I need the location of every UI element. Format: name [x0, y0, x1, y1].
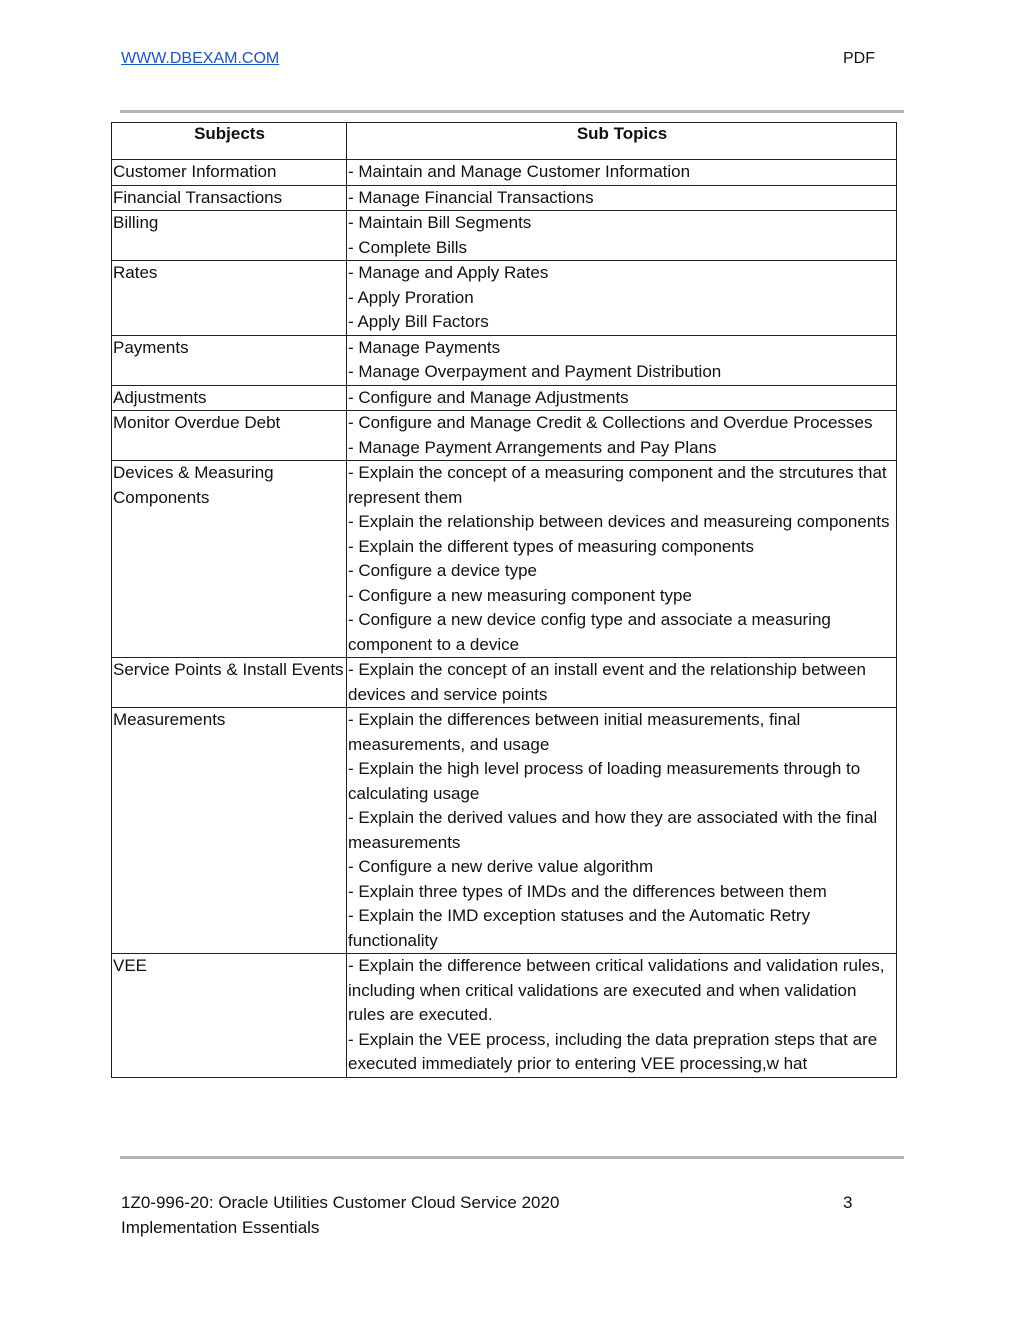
sub-topic-item: - Explain the VEE process, including the data prepration steps that are executed immediately prior to entering VEE processing,w hat — [348, 1029, 878, 1073]
table-body — [112, 160, 897, 1078]
subject-cell: Billing — [112, 211, 347, 261]
sub-topic-item: - Explain the difference between critical validations and validation rules, including when critical validations are executed and when validation rules are executed. — [348, 956, 885, 1024]
subject-cell: Devices & Measuring Components — [112, 461, 347, 658]
table-row — [112, 708, 897, 954]
sub-topic-item: - Manage Payment Arrangements and Pay Plans — [348, 437, 717, 457]
sub-topic-item: - Maintain Bill Segments — [348, 213, 532, 232]
table-row — [112, 411, 897, 461]
sub-topic-item: - Manage Payments — [348, 337, 501, 357]
sub-topic-item: - Configure a new measuring component type — [348, 585, 692, 605]
column-header-subjects: Subjects — [112, 123, 347, 160]
sub-topic-item: - Explain three types of IMDs and the differences between them — [348, 881, 827, 901]
table-row — [112, 185, 897, 211]
table-row — [112, 211, 897, 261]
subject-cell: Rates — [112, 261, 347, 336]
subject-cell: Monitor Overdue Debt — [112, 411, 347, 461]
sub-topics-cell — [347, 185, 897, 211]
sub-topics-cell — [347, 658, 897, 708]
table-row — [112, 385, 897, 411]
sub-topic-item: - Apply Proration — [348, 287, 474, 307]
header-divider — [120, 110, 904, 113]
sub-topic-item: - Explain the relationship between devices and measureing components — [348, 512, 890, 531]
sub-topic-item: - Maintain and Manage Customer Information — [348, 162, 691, 181]
sub-topic-item: - Explain the IMD exception statuses and the Automatic Retry functionality — [348, 906, 811, 950]
sub-topic-item: - Explain the different types of measuring components — [348, 536, 755, 556]
subject-cell: Adjustments — [112, 385, 347, 411]
sub-topics-cell — [347, 335, 897, 385]
site-link[interactable]: WWW.DBEXAM.COM — [121, 50, 280, 67]
sub-topic-item: - Explain the differences between initial measurements, final measurements, and usage — [348, 710, 801, 754]
subject-cell: Measurements — [112, 708, 347, 954]
sub-topic-item: - Explain the derived values and how they are associated with the final measurements — [348, 808, 878, 852]
sub-topics-cell — [347, 954, 897, 1078]
subjects-table — [111, 122, 897, 1078]
sub-topic-item: - Explain the high level process of loading measurements through to calculating usage — [348, 759, 861, 803]
sub-topic-item: - Configure a device type — [348, 561, 537, 580]
sub-topics-cell — [347, 461, 897, 658]
subject-cell: Service Points & Install Events — [112, 658, 347, 708]
subject-cell: Financial Transactions — [112, 185, 347, 211]
table-row — [112, 658, 897, 708]
table-row — [112, 461, 897, 658]
sub-topics-cell — [347, 160, 897, 186]
subject-cell: VEE — [112, 954, 347, 1078]
table-row — [112, 261, 897, 336]
sub-topic-item: - Configure a new device config type and associate a measuring component to a device — [348, 610, 831, 654]
table-row — [112, 335, 897, 385]
sub-topics-cell — [347, 261, 897, 336]
sub-topic-item: - Apply Bill Factors — [348, 312, 489, 331]
sub-topic-item: - Complete Bills — [348, 237, 468, 257]
subject-cell: Payments — [112, 335, 347, 385]
sub-topic-item: - Configure a new derive value algorithm — [348, 857, 654, 876]
sub-topics-cell — [347, 708, 897, 954]
footer-document-title: 1Z0-996-20: Oracle Utilities Customer Cloud Service 2020 Implementation Essentials — [121, 1193, 560, 1237]
format-label: PDF — [843, 50, 875, 67]
sub-topic-item: - Explain the concept of an install event and the relationship between devices and service points — [348, 660, 866, 704]
sub-topic-item: - Configure and Manage Credit & Collections and Overdue Processes — [348, 413, 873, 432]
sub-topic-item: - Manage Financial Transactions — [348, 187, 594, 207]
sub-topic-item: - Explain the concept of a measuring component and the strcutures that represent them — [348, 463, 887, 507]
sub-topics-cell — [347, 385, 897, 411]
page-number: 3 — [843, 1193, 853, 1212]
column-header-sub-topics: Sub Topics — [347, 123, 897, 160]
footer-divider — [120, 1156, 904, 1159]
sub-topics-cell — [347, 411, 897, 461]
table-row — [112, 954, 897, 1078]
sub-topic-item: - Configure and Manage Adjustments — [348, 387, 629, 407]
sub-topic-item: - Manage and Apply Rates — [348, 263, 549, 282]
sub-topics-cell — [347, 211, 897, 261]
subject-cell: Customer Information — [112, 160, 347, 186]
table-header-row — [112, 123, 897, 160]
sub-topic-item: - Manage Overpayment and Payment Distribution — [348, 362, 722, 381]
table-row — [112, 160, 897, 186]
